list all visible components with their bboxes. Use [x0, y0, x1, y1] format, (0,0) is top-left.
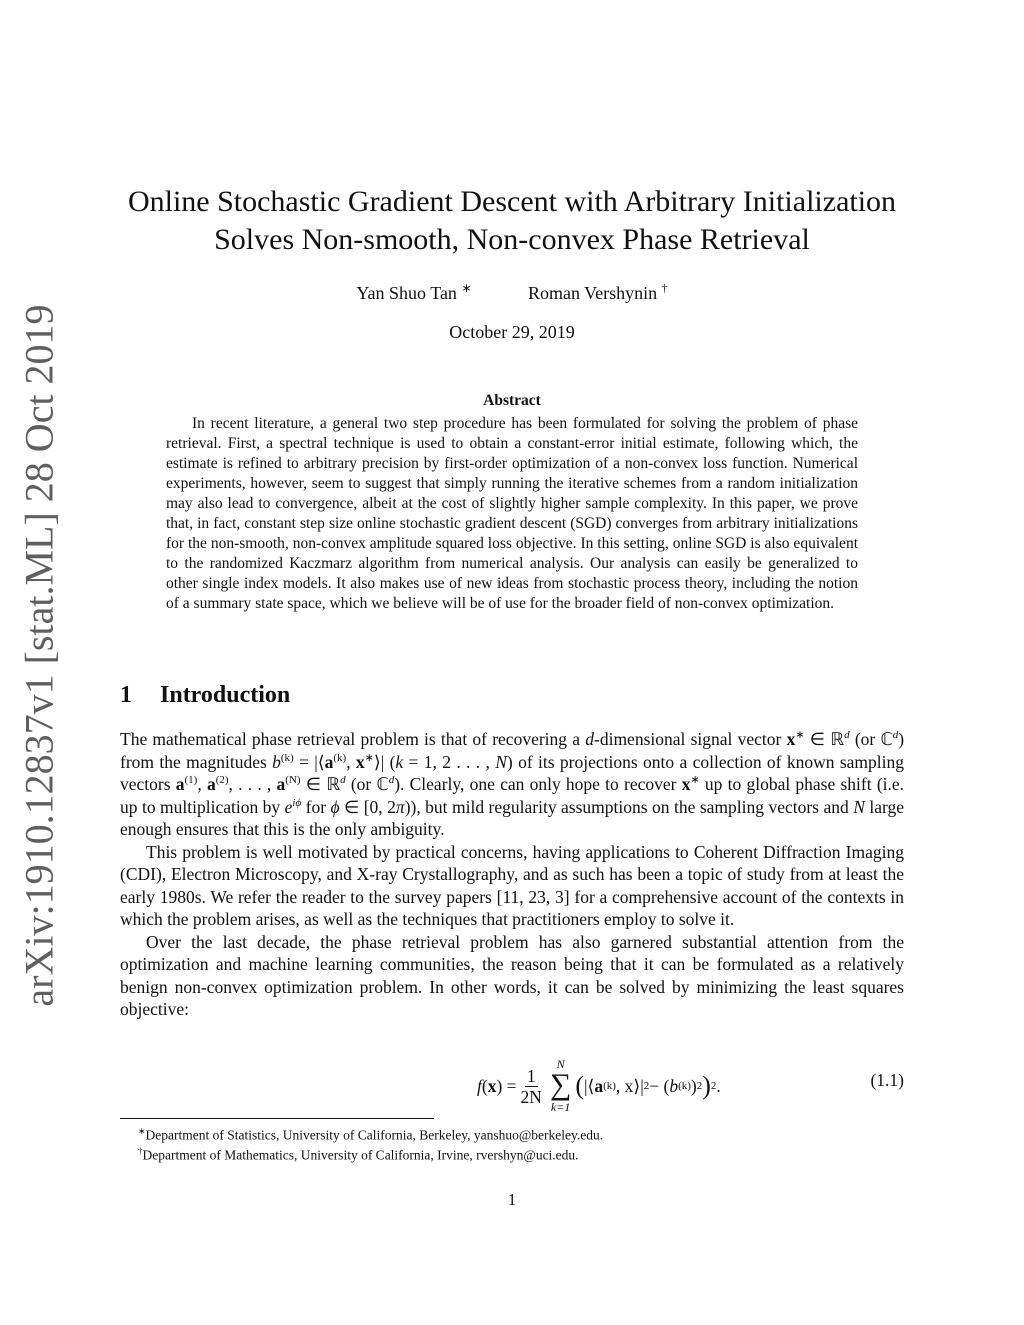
author-list — [0, 281, 1024, 304]
author-2-name: Roman Vershynin — [528, 283, 658, 303]
title-line-2: Solves Non-smooth, Non-convex Phase Retrieval — [214, 223, 810, 256]
author-2-footnote-mark: † — [661, 281, 668, 295]
equation-summation: N ∑ k=1 — [549, 1057, 572, 1114]
section-number: 1 — [120, 682, 132, 708]
abstract-heading: Abstract — [483, 392, 541, 409]
publication-date: October 29, 2019 — [449, 322, 575, 342]
footnote-divider — [120, 1118, 434, 1119]
paper-title — [0, 183, 1024, 259]
page-number: 1 — [507, 1190, 517, 1209]
section-title: Introduction — [160, 682, 291, 708]
paragraph-3: Over the last decade, the phase retrieval problem has also garnered substantial attention from the optimization and machine learning communities, the reason being that it can be formulated as a relatively benign non-convex optimization problem. In other words, it can be solved by minimizing the least squares objective: — [120, 931, 904, 1019]
arxiv-identifier-stamp — [15, 303, 63, 1007]
equation-number: (1.1) — [870, 1070, 904, 1090]
paragraph-1: The mathematical phase retrieval problem is that of recovering a d-dimensional signal vector x∗ ∈ ℝ$^d$ (or ℂ$^d$) from the magnitudes $b^{(k)}$ = $|⟨a^{(k)}$, x∗⟩| (k = 1, 2 . . . , N) of its projections onto a collection of known sampling vectors $a^{(1)}$, $a^{(2)}$, . . . , $a^{(N)}$ ∈ ℝ$^d$ (or ℂ$^d$). Clearly, one can only hope to recover x∗ up to global phase shift (i.e. up to multiplication by $e^{i\phi}$ for ϕ ∈ [0, 2π)), but mild regularity assumptions on the sampling vectors and N large enough ensures that this is the only ambiguity. — [120, 729, 905, 839]
footnote-1: ∗Department of Statistics, University of California, Berkeley, yanshuo@berkeley.edu. — [138, 1126, 604, 1143]
equation-1-1 — [120, 1052, 904, 1116]
arxiv-identifier-text: arXiv:1910.12837v1 [stat.ML] 28 Oct 2019 — [16, 303, 62, 1007]
author-1 — [356, 281, 471, 304]
equation-fraction: $\frac{1}{2N}$ — [520, 1065, 542, 1107]
abstract-text: In recent literature, a general two step procedure has been formulated for solving the problem of phase retrieval. First, a spectral technique is used to obtain a constant-error initial estimate, following which, the estimate is refined to arbitrary precision by first-order optimization of a non-convex loss function. Numerical experiments, however, seem to suggest that simply running the iterative schemes from a random initialization may also lead to convergence, albeit at the cost of slightly higher sample complexity. In this paper, we prove that, in fact, constant step size online stochastic gradient descent (SGD) converges from arbitrary initializations for the non-smooth, non-convex amplitude squared loss objective. In this setting, online SGD is also equivalent to the randomized Kaczmarz algorithm from numerical analysis. Our analysis can easily be generalized to other single index models. It also makes use of new ideas from stochastic process theory, including the notion of a summary state space, which we believe will be of use for the broader field of non-convex optimization. — [166, 415, 858, 612]
author-2 — [528, 281, 668, 304]
equation-body: f ( x ) = $\frac{1}{2N}$ N ∑ k=1 ( |⟨ a (k) , x ⟩| 2 − ( b (k) ) 2 ) 2 . — [477, 1057, 721, 1114]
author-1-footnote-mark: ∗ — [461, 281, 472, 295]
section-heading — [120, 682, 290, 709]
footnote-2: †Department of Mathematics, University of California, Irvine, rvershyn@uci.edu. — [138, 1146, 579, 1163]
author-1-name: Yan Shuo Tan — [356, 283, 457, 303]
introduction-body — [120, 728, 904, 1021]
paragraph-2: This problem is well motivated by practical concerns, having applications to Coherent Diffraction Imaging (CDI), Electron Microscopy, and X-ray Crystallography, and as such has been a topic of study from at least the early 1980s. We refer the reader to the survey papers [11, 23, 3] for a comprehensive account of the contexts in which the problem arises, as well as the techniques that practitioners employ to solve it. — [120, 841, 904, 929]
title-line-1: Online Stochastic Gradient Descent with Arbitrary Initialization — [127, 185, 897, 218]
